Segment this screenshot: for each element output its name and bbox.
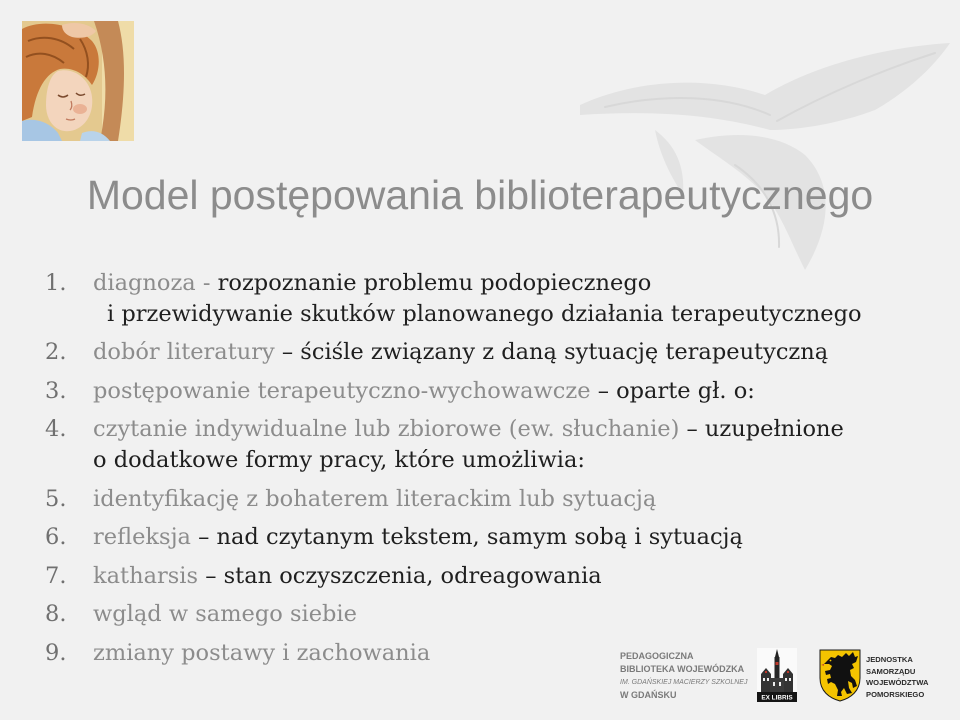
step-number: 1. bbox=[45, 269, 67, 296]
step-number: 4. bbox=[45, 416, 67, 442]
step-term: czytanie indywidualne lub zbiorowe (ew. słuchanie) bbox=[93, 416, 680, 442]
step-body bbox=[93, 268, 945, 330]
library-logo-line: W GDAŃSKU bbox=[620, 689, 677, 700]
emblem-window bbox=[767, 678, 769, 681]
step-item bbox=[45, 484, 945, 515]
library-logo-line: PEDAGOGICZNA bbox=[620, 650, 694, 661]
step-term: diagnoza - bbox=[93, 269, 211, 296]
emblem-window bbox=[763, 678, 765, 681]
steps-list bbox=[45, 268, 945, 677]
step-description: – uzupełnione bbox=[686, 416, 844, 442]
step-continuation: i przewidywanie skutków planowanego działania terapeutycznego bbox=[107, 300, 862, 327]
watermark-upper-wing bbox=[580, 43, 950, 130]
ex-libris-caption: EX LIBRIS bbox=[761, 694, 793, 702]
emblem-roof-accent bbox=[765, 671, 767, 673]
child-portrait-painting-icon bbox=[22, 21, 134, 141]
step-term: dobór literatury bbox=[93, 339, 275, 365]
step-body bbox=[93, 599, 945, 630]
step-number: 2. bbox=[45, 339, 67, 365]
step-description: – oparte gł. o: bbox=[597, 377, 755, 404]
step-item bbox=[45, 638, 945, 669]
step-description: rozpoznanie problemu podopiecznego bbox=[217, 269, 652, 296]
region-logo-line: SAMORZĄDU bbox=[866, 666, 916, 676]
emblem-window bbox=[785, 678, 787, 681]
step-item bbox=[45, 599, 945, 630]
step-term: katharsis bbox=[93, 562, 199, 589]
region-logo-line: POMORSKIEGO bbox=[866, 689, 925, 699]
step-line bbox=[93, 337, 945, 368]
step-body bbox=[93, 414, 945, 476]
open-book-watermark-icon bbox=[565, 35, 955, 275]
library-logo bbox=[620, 650, 755, 702]
library-logo-line: IM. GDAŃSKIEJ MACIERZY SZKOLNEJ bbox=[620, 678, 748, 686]
step-number: 6. bbox=[45, 524, 67, 550]
step-description: – ściśle związany z daną sytuację terapeutyczną bbox=[281, 339, 829, 365]
emblem-window bbox=[789, 678, 791, 681]
emblem-tower-clock bbox=[776, 662, 779, 665]
step-body bbox=[93, 484, 945, 515]
step-line bbox=[93, 414, 945, 445]
step-number: 9. bbox=[45, 639, 67, 666]
step-body bbox=[93, 376, 945, 407]
step-number: 8. bbox=[45, 601, 67, 627]
step-line bbox=[93, 376, 945, 407]
step-item bbox=[45, 414, 945, 476]
step-item bbox=[45, 561, 945, 592]
region-logo-line: JEDNOSTKA bbox=[866, 655, 913, 664]
step-term: identyfikację z bohaterem literackim lub sytuacją bbox=[93, 485, 657, 512]
step-item bbox=[45, 376, 945, 407]
step-term: zmiany postawy i zachowania bbox=[93, 639, 431, 666]
step-continuation: o dodatkowe formy pracy, które umożliwia: bbox=[93, 447, 585, 473]
step-body bbox=[93, 522, 945, 553]
region-logo-line: WOJEWÓDZTWA bbox=[866, 678, 929, 687]
step-line bbox=[93, 268, 945, 299]
step-description: – stan oczyszczenia, odreagowania bbox=[205, 562, 602, 589]
step-description: – nad czytanym tekstem, samym sobą i sytuacją bbox=[198, 524, 743, 550]
emblem-roof-accent bbox=[787, 671, 789, 673]
step-item bbox=[45, 337, 945, 368]
painting-cheek bbox=[73, 104, 87, 114]
step-body bbox=[93, 337, 945, 368]
region-logo bbox=[866, 654, 946, 700]
step-term: wgląd w samego siebie bbox=[93, 601, 357, 627]
step-term: postępowanie terapeutyczno-wychowawcze bbox=[93, 377, 591, 404]
emblem-hall bbox=[770, 678, 784, 692]
town-hall-emblem-icon bbox=[757, 648, 797, 702]
step-line bbox=[93, 599, 945, 630]
step-number: 3. bbox=[45, 377, 67, 404]
slide-title: Model postępowania biblioterapeutycznego bbox=[86, 172, 874, 218]
step-item bbox=[45, 522, 945, 553]
step-line bbox=[93, 522, 945, 553]
step-number: 5. bbox=[45, 485, 67, 512]
library-logo-line: BIBLIOTEKA WOJEWÓDZKA bbox=[620, 663, 745, 674]
step-term: refleksja bbox=[93, 524, 191, 550]
step-item bbox=[45, 268, 945, 330]
coat-of-arms-griffin-eye bbox=[830, 660, 832, 662]
emblem-window bbox=[779, 682, 781, 686]
emblem-window bbox=[773, 682, 775, 686]
step-number: 7. bbox=[45, 562, 67, 589]
step-line bbox=[93, 484, 945, 515]
step-line bbox=[93, 561, 945, 592]
griffin-coat-of-arms-icon bbox=[818, 648, 862, 702]
step-body bbox=[93, 561, 945, 592]
